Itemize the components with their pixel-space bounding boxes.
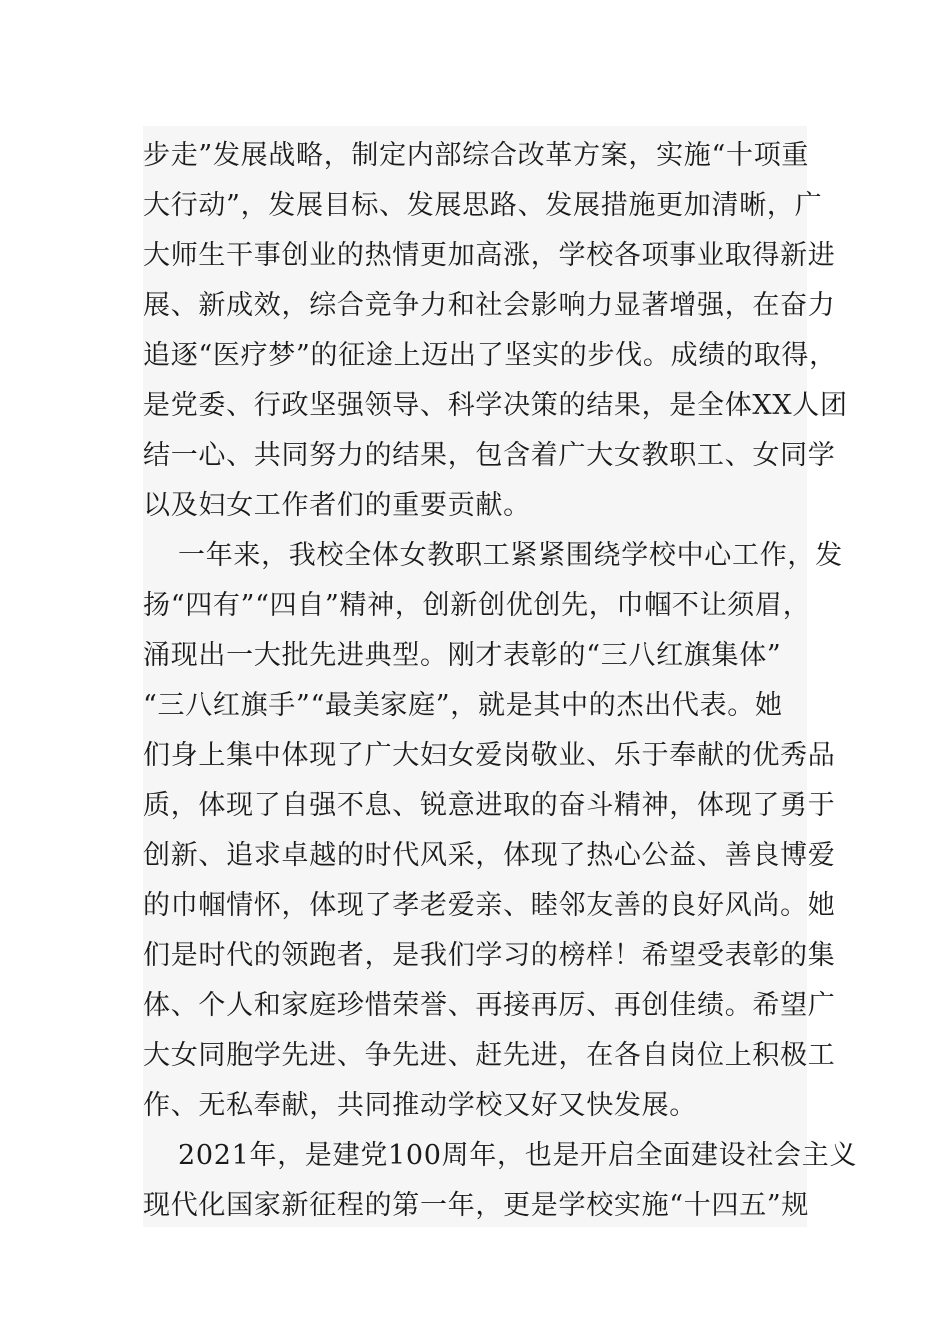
text-line: 2021年，是建党100周年，也是开启全面建设社会主义 bbox=[178, 1140, 858, 1171]
text-line: 大师生干事创业的热情更加高涨，学校各项事业取得新进 bbox=[143, 240, 836, 271]
text-line: 的巾帼情怀，体现了孝老爱亲、睦邻友善的良好风尚。她 bbox=[143, 890, 836, 921]
text-block bbox=[143, 126, 858, 1227]
text-line: 涌现出一大批先进典型。刚才表彰的“三八红旗集体” bbox=[143, 640, 782, 671]
text-line: 是党委、行政坚强领导、科学决策的结果，是全体XX人团 bbox=[143, 390, 848, 421]
text-line: 一年来，我校全体女教职工紧紧围绕学校中心工作，发 bbox=[178, 540, 843, 571]
text-line: 们是时代的领跑者，是我们学习的榜样！希望受表彰的集 bbox=[143, 940, 836, 971]
text-line: 大女同胞学先进、争先进、赶先进，在各自岗位上积极工 bbox=[143, 1040, 836, 1071]
text-line: 们身上集中体现了广大妇女爱岗敬业、乐于奉献的优秀品 bbox=[143, 740, 836, 771]
text-line: 体、个人和家庭珍惜荣誉、再接再厉、再创佳绩。希望广 bbox=[143, 990, 836, 1021]
text-line: 大行动”，发展目标、发展思路、发展措施更加清晰，广 bbox=[143, 190, 823, 221]
text-line: 追逐“医疗梦”的征途上迈出了坚实的步伐。成绩的取得， bbox=[143, 340, 837, 371]
text-line: 质，体现了自强不息、锐意进取的奋斗精神，体现了勇于 bbox=[143, 790, 836, 821]
text-line: 作、无私奉献，共同推动学校又好又快发展。 bbox=[143, 1090, 697, 1121]
text-line: 展、新成效，综合竞争力和社会影响力显著增强，在奋力 bbox=[143, 290, 836, 321]
text-line: 扬“四有”“四自”精神，创新创优创先，巾帼不让须眉， bbox=[143, 590, 811, 621]
text-line: 以及妇女工作者们的重要贡献。 bbox=[143, 490, 531, 521]
text-line: 结一心、共同努力的结果，包含着广大女教职工、女同学 bbox=[143, 440, 836, 471]
text-line: 创新、追求卓越的时代风采，体现了热心公益、善良博爱 bbox=[143, 840, 836, 871]
text-line: “三八红旗手”“最美家庭”，就是其中的杰出代表。她 bbox=[143, 690, 783, 721]
text-line: 现代化国家新征程的第一年，更是学校实施“十四五”规 bbox=[143, 1190, 810, 1221]
text-line: 步走”发展战略，制定内部综合改革方案，实施“十项重 bbox=[143, 140, 810, 171]
